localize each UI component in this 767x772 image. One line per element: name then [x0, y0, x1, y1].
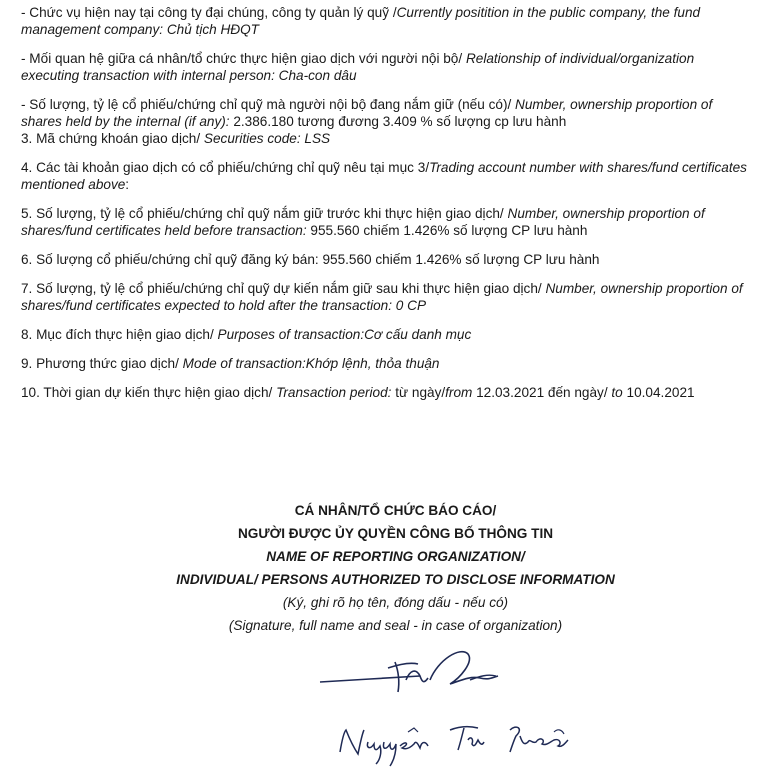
signature-title-en-2: INDIVIDUAL/ PERSONS AUTHORIZED TO DISCLOSE INFORMATION: [176, 572, 615, 587]
signature-title-vi-1: CÁ NHÂN/TỔ CHỨC BÁO CÁO/: [294, 503, 497, 518]
item-trading-accounts: 4. Các tài khoản giao dịch có cổ phiếu/chứng chỉ quỹ nêu tại mục 3/Trading account number with shares/fund certificates mentioned above:: [21, 160, 747, 192]
item-holdings-before: 5. Số lượng, tỷ lệ cổ phiếu/chứng chỉ quỹ nắm giữ trước khi thực hiện giao dịch/ Number, ownership proportion of shares/fund certificates held before transaction: 955.560 chiếm 1.426% số lượng CP lưu hành: [21, 206, 705, 238]
item-relationship: - Mối quan hệ giữa cá nhân/tổ chức thực hiện giao dịch với người nội bộ/ Relationship of individual/organization executing transaction with internal person: Cha-con dâu: [21, 51, 695, 83]
signature-title-en-1: NAME OF REPORTING ORGANIZATION/: [266, 549, 525, 564]
item-internal-holdings: - Số lượng, tỷ lệ cổ phiếu/chứng chỉ quỹ mà người nội bộ đang nắm giữ (nếu có)/ Number, ownership proportion of shares held by the internal (if any): 2.386.180 tương đương 3.409 % số lượng cp lưu hành: [21, 97, 713, 129]
signature-note-vi: (Ký, ghi rõ họ tên, đóng dấu - nếu có): [282, 595, 509, 610]
item-purpose: 8. Mục đích thực hiện giao dịch/ Purposes of transaction:Cơ cấu danh mục: [21, 327, 472, 342]
item-position: - Chức vụ hiện nay tại công ty đại chúng, công ty quản lý quỹ /Currently positition in the public company, the fund management company: Chủ tịch HĐQT: [21, 5, 701, 37]
signature-note-en: (Signature, full name and seal - in case of organization): [228, 618, 563, 633]
item-registered-sale: 6. Số lượng cổ phiếu/chứng chỉ quỹ đăng ký bán: 955.560 chiếm 1.426% số lượng CP lưu hành: [21, 252, 600, 267]
signature-block: [0, 499, 767, 637]
document-body: [21, 4, 756, 413]
signature-title-vi-2: NGƯỜI ĐƯỢC ỦY QUYỀN CÔNG BỐ THÔNG TIN: [237, 526, 554, 541]
item-holdings-after: 7. Số lượng, tỷ lệ cổ phiếu/chứng chỉ quỹ dự kiến nắm giữ sau khi thực hiện giao dịch/ Number, ownership proportion of shares/fund certificates expected to hold after the transaction: 0 CP: [21, 281, 743, 313]
handwritten-signature: [310, 640, 600, 770]
item-securities-code: 3. Mã chứng khoán giao dịch/ Securities code: LSS: [21, 131, 331, 146]
item-mode: 9. Phương thức giao dịch/ Mode of transaction:Khớp lệnh, thỏa thuận: [21, 356, 440, 371]
item-period: 10. Thời gian dự kiến thực hiện giao dịch/ Transaction period: từ ngày/from 12.03.2021 đến ngày/ to 10.04.2021: [21, 385, 695, 400]
